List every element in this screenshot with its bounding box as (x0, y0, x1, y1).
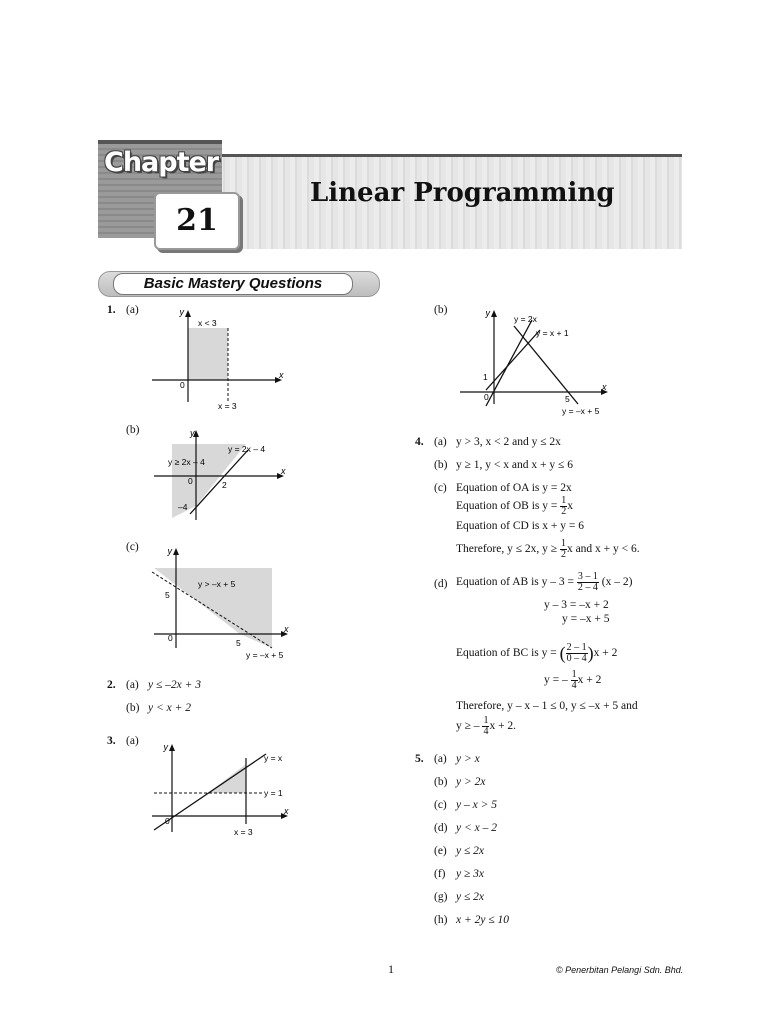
equation-text: x and x + y < 6. (566, 543, 640, 556)
answer-text: y > x (456, 753, 480, 765)
part-label: (b) (126, 702, 140, 714)
x-intercept-label: 2 (222, 480, 227, 490)
fraction-denominator: 4 (483, 726, 489, 737)
y-intercept-label: 5 (165, 590, 170, 600)
answer-text: y < x + 2 (148, 702, 191, 714)
question-number: 4. (415, 436, 424, 448)
part-label: (c) (126, 541, 139, 553)
y-arrow (491, 310, 497, 317)
line-y-equals-2x (486, 320, 532, 406)
list-item (434, 799, 497, 811)
y-axis-label: y (167, 546, 172, 556)
fraction (577, 572, 599, 593)
equation-text: y ≥ – (456, 720, 480, 733)
question-number: 3. (107, 735, 116, 747)
part-label: (a) (126, 304, 139, 316)
graph-q3b (456, 306, 616, 418)
line-label: x = 3 (218, 401, 237, 411)
x-axis-label: x (284, 624, 289, 634)
origin-label: 0 (165, 816, 170, 826)
x-intercept-label: 5 (236, 638, 241, 648)
x-intercept-label: 5 (565, 394, 570, 404)
list-item (434, 914, 510, 926)
equation-line (456, 716, 516, 737)
answer-text: y ≤ 2x (456, 891, 485, 903)
answer-text: y ≤ 2x (456, 845, 485, 857)
x-axis-label: x (284, 806, 289, 816)
fraction-denominator: 2 (560, 549, 566, 560)
line-label: y = x + 1 (536, 328, 569, 338)
fraction-denominator: 2 (561, 506, 567, 517)
part-label: (e) (434, 845, 447, 857)
answer-text: y > 3, x < 2 and y ≤ 2x (456, 436, 561, 448)
part-label: (a) (434, 436, 447, 448)
equation-text: x + 2 (577, 674, 602, 687)
part-label: (a) (126, 735, 139, 747)
equation-text: Equation of OB is y = (456, 500, 558, 513)
copyright: © Penerbitan Pelangi Sdn. Bhd. (556, 965, 684, 975)
y-arrow (185, 310, 191, 317)
list-item (434, 753, 480, 765)
line-label: y = x (264, 753, 283, 763)
y-intercept-label: –4 (178, 502, 188, 512)
equation-text: y = – (544, 674, 568, 687)
equation-text: x + 2 (593, 647, 618, 660)
fraction (560, 539, 567, 560)
paren: ( (559, 643, 566, 663)
section-title: Basic Mastery Questions (113, 273, 353, 295)
part-label: (b) (434, 459, 448, 471)
question-number: 2. (107, 679, 116, 691)
part-label: (a) (434, 753, 447, 765)
y-axis-label: y (163, 742, 168, 752)
part-label: (c) (434, 482, 447, 494)
fraction-denominator: 2 – 4 (577, 582, 598, 593)
fraction-denominator: 0 – 4 (566, 653, 587, 664)
fraction-numerator: 2 – 1 (566, 642, 587, 653)
fraction-denominator: 4 (571, 680, 577, 691)
fraction (566, 643, 588, 664)
origin-label: 0 (168, 633, 173, 643)
fraction-numerator: 1 (483, 715, 489, 726)
line-label: x = 3 (234, 827, 253, 837)
fraction-numerator: 3 – 1 (577, 571, 598, 582)
part-label: (b) (434, 776, 448, 788)
y-arrow (169, 744, 175, 751)
equation-line: Therefore, y – x – 1 ≤ 0, y ≤ –x + 5 and (456, 700, 638, 712)
equation-line (456, 643, 617, 664)
origin-label: 0 (484, 392, 489, 402)
answer-text: y < x – 2 (456, 822, 497, 834)
equation-line (456, 539, 640, 560)
equation-line: Equation of CD is x + y = 6 (456, 520, 584, 532)
line-label: y = 1 (264, 788, 283, 798)
answer-text: y ≤ –2x + 3 (148, 679, 202, 691)
equation-text: Equation of AB is y – 3 = (456, 576, 574, 589)
line-y-equals-x (154, 754, 266, 830)
chapter-word: Chapter (104, 147, 219, 178)
y-axis-label: y (179, 307, 184, 317)
part-label: (b) (126, 424, 140, 436)
part-label: (g) (434, 891, 448, 903)
list-item (434, 822, 497, 834)
fraction-numerator: 1 (560, 538, 566, 549)
part-label: (f) (434, 868, 446, 880)
equation-line: Equation of OA is y = 2x (456, 482, 572, 494)
fraction-numerator: 1 (571, 669, 577, 680)
graph-q1a (148, 306, 288, 414)
list-item (434, 891, 485, 903)
x-axis-label: x (279, 370, 284, 380)
y-arrow (173, 548, 179, 555)
part-label: (a) (126, 679, 139, 691)
question-number: 1. (107, 304, 116, 316)
equation-text: Therefore, y ≤ 2x, y ≥ (456, 543, 558, 556)
answer-text: y > 2x (456, 776, 486, 788)
equation-text: (x – 2) (601, 576, 633, 589)
answer-text: x + 2y ≤ 10 (456, 914, 510, 926)
equation-line: y – 3 = –x + 2 (544, 599, 609, 611)
answer-text: y ≥ 1, y < x and x + y ≤ 6 (456, 459, 573, 471)
part-label: (c) (434, 799, 447, 811)
region-label: y ≥ 2x – 4 (168, 457, 205, 467)
part-label: (d) (434, 822, 448, 834)
chapter-number: 21 (154, 192, 240, 250)
graph-q1b (150, 428, 290, 522)
y-axis-label: y (485, 308, 490, 318)
fraction-numerator: 1 (561, 495, 567, 506)
x-axis-label: x (281, 466, 286, 476)
part-label: (b) (434, 304, 448, 316)
equation-line (456, 496, 573, 517)
shaded-region (188, 328, 228, 380)
answer-text: y – x > 5 (456, 799, 497, 811)
region-label: y > –x + 5 (198, 579, 236, 589)
chapter-title: Linear Programming (310, 178, 615, 208)
equation-line (544, 670, 601, 691)
x-axis-label: x (602, 382, 607, 392)
shaded-region (208, 764, 246, 793)
origin-label: 0 (188, 476, 193, 486)
list-item (434, 868, 485, 880)
equation-line: y = –x + 5 (562, 613, 610, 625)
line-label: y = –x + 5 (562, 406, 600, 416)
equation-line (456, 572, 632, 593)
graph-q1c (150, 544, 296, 662)
chapter-header (98, 140, 682, 248)
page-number: 1 (388, 962, 394, 976)
part-label: (d) (434, 578, 448, 590)
equation-text: x (567, 500, 573, 513)
equation-text: x + 2. (489, 720, 517, 733)
part-label: (h) (434, 914, 448, 926)
question-number: 5. (415, 753, 424, 765)
answer-text: y ≥ 3x (456, 868, 485, 880)
line-label: y = 2x – 4 (228, 444, 266, 454)
paren: ) (587, 643, 594, 663)
graph-q3a (148, 740, 308, 840)
section-banner (98, 271, 380, 297)
line-label: y = 2x (514, 314, 537, 324)
y-intercept-label: 1 (483, 372, 488, 382)
y-axis-label: y (190, 428, 195, 438)
equation-text: Equation of BC is y = (456, 647, 557, 660)
list-item (434, 776, 486, 788)
list-item (434, 845, 485, 857)
origin-label: 0 (180, 380, 185, 390)
fraction (571, 670, 578, 691)
line-label: y = –x + 5 (246, 650, 284, 660)
region-label: x < 3 (198, 318, 217, 328)
